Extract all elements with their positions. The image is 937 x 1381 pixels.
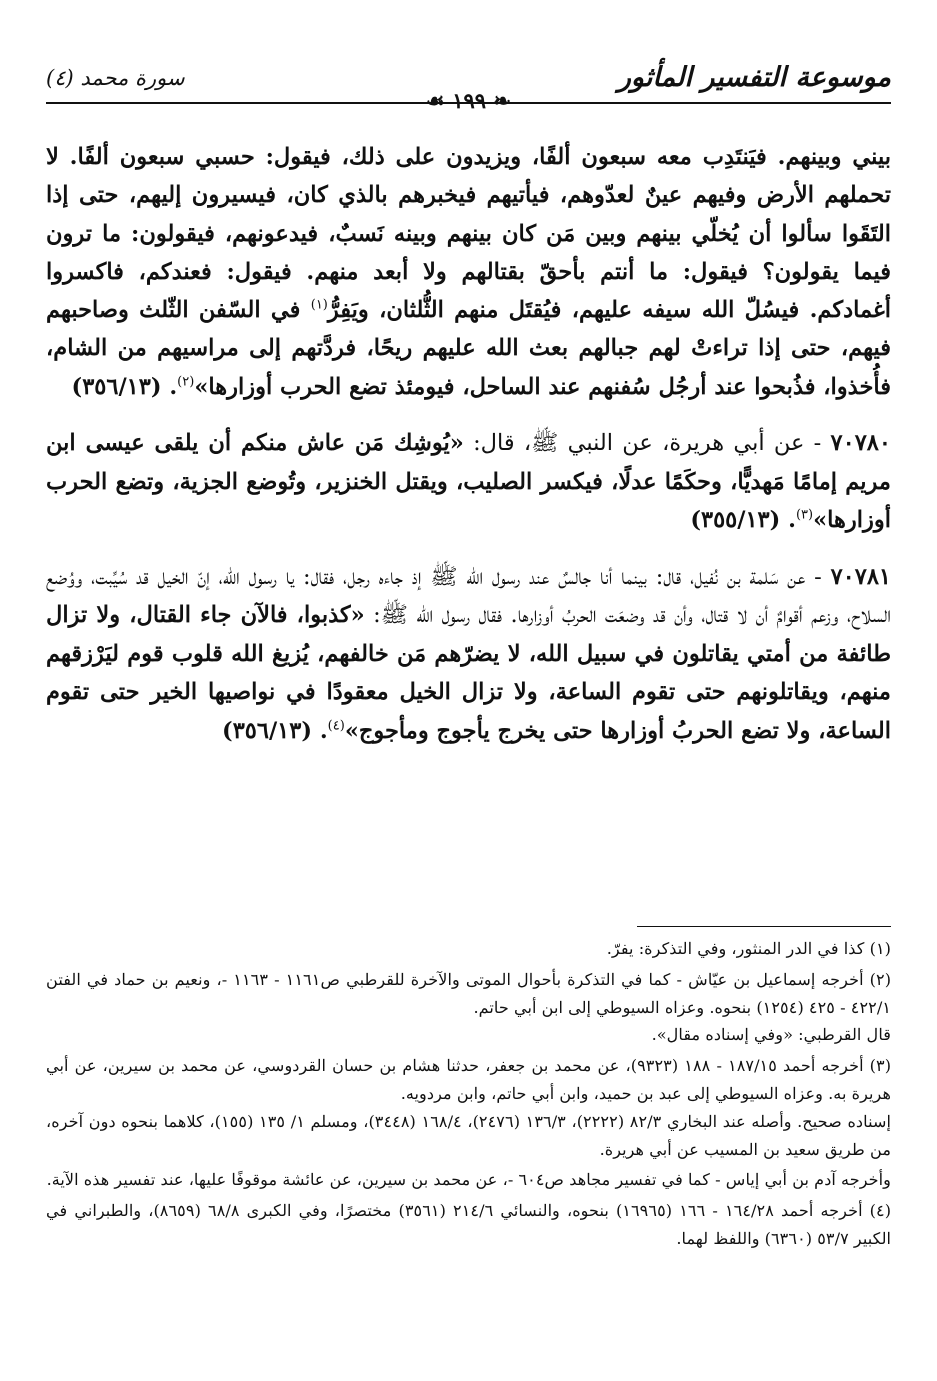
volume-page-ref: (٣٥٦/١٣) bbox=[222, 717, 312, 744]
footnote-2: (٢) أخرجه إسماعيل بن عيّاش - كما في التذكرة بأحوال الموتى والآخرة للقرطبي ص١١٦١ - ١١٦٣ -، ونعيم بن حماد في الفتن ٤٢٢/١ - ٤٢٥ (١٢٥٤) بنحوه. وعزاه السيوطي إلى ابن أبي حاتم. bbox=[46, 969, 892, 1017]
footnote-2-note: قال القرطبي: «وفي إسناده مقال». bbox=[651, 1025, 891, 1045]
footnote-marker-3[interactable]: (٣) bbox=[795, 507, 814, 523]
hadith-matn: «يُوشِك مَن عاش منكم أن يلقى عيسى ابن مريم إمامًا مَهديًّا، وحكَمًا عدلًا، فيكسر الصليب، ويقتل الخنزير، وتُوضع الجزية، وتضع الحرب أوزارها» bbox=[46, 430, 891, 534]
footnote-3-extra: وأخرجه آدم بن أبي إياس - كما في تفسير مجاهد ص٦٠٤ -، عن محمد بن سيرين، عن عائشة موقوفًا عليها، عند تفسير هذه الآية. bbox=[46, 1170, 891, 1190]
footnote-marker-4[interactable]: (٤) bbox=[327, 718, 345, 734]
main-text bbox=[46, 138, 891, 750]
book-title: موسوعة التفسير المأثور bbox=[617, 62, 891, 93]
continued-paragraph: بيني وبينهم. فيَنتَدِب معه سبعون ألفًا، ويزيدون على ذلك، فيقول: حسبي سبعون ألفًا. لا تحملهم الأرض وفيهم عينٌ لعدّوهم، فيأتيهم فيخبرهم بالذي كان، فيسيرون إليهم، حتى إذا التَقَوا سألوا أن يُخلّي بينهم وبين مَن كان بينهم وبينه نَسبٌ، فيدعونهم، فيقولون: ما ترون فيما يقولون؟ فيقول: ما أنتم بأحقّ بقتالهم ولا أبعد منهم. فيقول: فعندكم، فاكسروا أغمادكم. فيسُلّ الله سيفه عليهم، فيُقتَل منهم الثُّلثان، ويَفِرُّ$^{(١)}$ في السّفن الثّلث وصاحبهم فيهم، حتى إذا تراءتْ لهم جبالهم بعث الله عليهم ريحًا، فردَّتهم إلى مراسيهم من الشام، فأُخذوا، فذُبحوا عند أرجُل سُفنهم عند الساحل، فيومئذ تضع الحرب أوزارها»$^{(٢)}$. (٣٥٦/١٣) bbox=[46, 144, 891, 400]
volume-page-ref: (٣٥٦/١٣) bbox=[71, 373, 162, 400]
footnote-3-grading: إسناده صحيح. وأصله عند البخاري ٨٢/٣ (٢٢٢٢)، ١٣٦/٣ (٢٤٧٦)، ١٦٨/٤ (٣٤٤٨)، ومسلم ١/ ١٣٥ (١٥٥)، كلاهما بنحوه دون آخره، من طريق سعيد بن المسيب عن أبي هريرة. bbox=[46, 1111, 892, 1159]
volume-page-ref: (٣٥٥/١٣) bbox=[690, 507, 781, 534]
hadith-number: ٧٠٧٨١ bbox=[830, 563, 891, 590]
footnote-4: (٤) أخرجه أحمد ١٦٤/٢٨ - ١٦٦ (١٦٩٦٥) بنحوه، والنسائي ٢١٤/٦ (٣٥٦١) مختصرًا، وفي الكبرى ٦٨/٨ (٨٦٥٩)، والطبراني في الكبير ٥٣/٧ (٦٣٦٠) واللفظ لهما. bbox=[46, 1201, 892, 1248]
footnotes bbox=[46, 935, 891, 1253]
footnote-separator bbox=[637, 926, 891, 927]
hadith-matn: «كذبوا، فالآن جاء القتال، ولا تزال طائفة من أمتي يقاتلون في سبيل الله، لا يضرّهم مَن خالفهم، يُزيغ الله قلوب قوم ليَرْزقهم منهم، ويقاتلونهم حتى تقوم الساعة، ولا تزال الخيل معقودًا في نواصيها الخير حتى تقوم الساعة، ولا تضع الحربُ أوزارها حتى يخرج يأجوج ومأجوج» bbox=[46, 602, 891, 744]
hadith-70780: ٧٠٧٨٠ - عن أبي هريرة، عن النبي ﷺ، قال: «يُوشِك مَن عاش منكم أن يلقى عيسى ابن مريم إمامًا مَهديًّا، وحكَمًا عدلًا، فيكسر الصليب، ويقتل الخنزير، وتُوضع الجزية، وتضع الحرب أوزارها»$^{(٣)}$. (٣٥٥/١٣) bbox=[46, 430, 891, 534]
footnote-3: (٣) أخرجه أحمد ١٨٧/١٥ - ١٨٨ (٩٣٢٣)، عن محمد بن جعفر، حدثنا هشام بن حسان القردوسي، عن محمد بن سيرين، عن أبي هريرة به. وعزاه السيوطي إلى عبد بن حميد، وابن أبي حاتم، وابن مردويه. bbox=[46, 1056, 892, 1103]
hadith-number: ٧٠٧٨٠ bbox=[830, 430, 891, 457]
footnote-marker-1[interactable]: (١) bbox=[310, 297, 328, 313]
page-number: ❧ ١٩٩ ☙ bbox=[426, 88, 511, 113]
footnote-1: (١) كذا في الدر المنثور، وفي التذكرة: يفرّ. bbox=[606, 939, 891, 958]
hadith-isnad: - عن سَلمة بن نُفيل، قال: بينما أنا جالسٌ عند رسول الله ﷺ إذ جاءه رجل، فقال: يا رسول الله، إنّ الخيل قد سُيِّبت، ووُضع السلاح، وزعم أقوامٌ أن لا قتال، وأن قد وضعَت الحربُ أوزارها. فقال رسول الله ﷺ: bbox=[46, 563, 891, 629]
hadith-70781: ٧٠٧٨١ - عن سَلمة بن نُفيل، قال: بينما أنا جالسٌ عند رسول الله ﷺ إذ جاءه رجل، فقال: يا رسول الله، إنّ الخيل قد سُيِّبت، ووُضع السلاح، وزعم أقوامٌ أن لا قتال، وأن قد وضعَت الحربُ أوزارها. فقال رسول الله ﷺ: «كذبوا، فالآن جاء القتال، ولا تزال طائفة من أمتي يقاتلون في سبيل الله، لا يضرّهم مَن خالفهم، يُزيغ الله قلوب قوم ليَرْزقهم منهم، ويقاتلونهم حتى تقوم الساعة، ولا تزال الخيل معقودًا في نواصيها الخير حتى تقوم الساعة، ولا تضع الحربُ أوزارها حتى يخرج يأجوج ومأجوج»$^{(٤)}$. (٣٥٦/١٣) bbox=[46, 563, 891, 744]
ornament-left: ☙ bbox=[426, 88, 453, 113]
footnote-marker-2[interactable]: (٢) bbox=[177, 374, 195, 390]
ornament-right: ❧ bbox=[486, 88, 511, 113]
surah-title: سورة محمد (٤) bbox=[46, 66, 185, 90]
hadith-isnad: - عن أبي هريرة، عن النبي ﷺ، قال: bbox=[463, 430, 831, 457]
